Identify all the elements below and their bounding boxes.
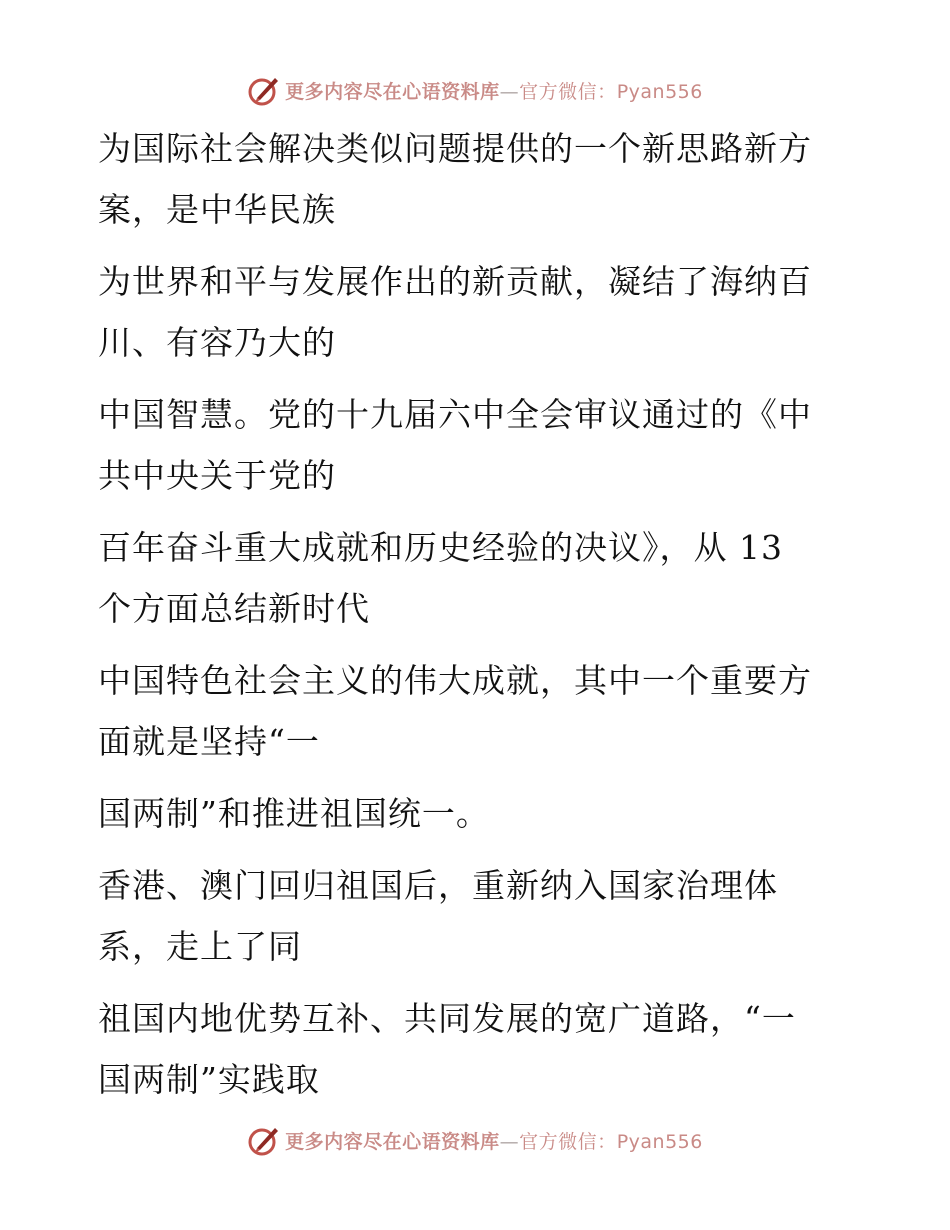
- watermark-separator: —: [499, 1130, 520, 1153]
- watermark-wechat-label: 官方微信：: [519, 1130, 617, 1153]
- quill-pen-circle-icon: [247, 73, 281, 107]
- paragraph-line: 百年奋斗重大成就和历史经验的决议》，从 13: [98, 528, 783, 567]
- paragraph: [98, 650, 838, 772]
- quill-pen-circle-icon: [247, 1123, 281, 1157]
- paragraph-line: 中国智慧。党的十九届六中全会审议通过的《中: [98, 395, 812, 434]
- watermark-wechat-id: Pyan556: [616, 80, 703, 103]
- paragraph-line: 面就是坚持“一: [98, 722, 320, 761]
- paragraph-line: 川、有容乃大的: [98, 323, 336, 362]
- paragraph: [98, 988, 838, 1110]
- paragraph-line: 共中央关于党的: [98, 456, 336, 495]
- document-body: [98, 118, 838, 1121]
- footer-watermark: [0, 1120, 950, 1160]
- watermark-separator: —: [499, 80, 520, 103]
- paragraph: [98, 783, 838, 844]
- watermark-wechat-label: 官方微信：: [519, 80, 617, 103]
- header-watermark: [0, 70, 950, 110]
- paragraph-line: 为国际社会解决类似问题提供的一个新思路新方: [98, 129, 812, 168]
- watermark-text: [285, 1127, 703, 1154]
- paragraph-line: 案，是中华民族: [98, 190, 336, 229]
- paragraph: [98, 855, 838, 977]
- paragraph-line: 香港、澳门回归祖国后，重新纳入国家治理体: [98, 866, 778, 905]
- paragraph-line: 系，走上了同: [98, 927, 302, 966]
- paragraph: [98, 384, 838, 506]
- paragraph: [98, 251, 838, 373]
- paragraph: [98, 517, 838, 639]
- watermark-brand: 更多内容尽在心语资料库: [285, 80, 500, 103]
- watermark-brand: 更多内容尽在心语资料库: [285, 1130, 500, 1153]
- paragraph-line: 国两制”实践取: [98, 1060, 320, 1099]
- paragraph-line: 个方面总结新时代: [98, 589, 370, 628]
- paragraph-line: 中国特色社会主义的伟大成就，其中一个重要方: [98, 661, 812, 700]
- paragraph-line: 为世界和平与发展作出的新贡献，凝结了海纳百: [98, 262, 812, 301]
- paragraph-line: 祖国内地优势互补、共同发展的宽广道路，“一: [98, 999, 796, 1038]
- paragraph-line: 国两制”和推进祖国统一。: [98, 794, 490, 833]
- paragraph: [98, 118, 838, 240]
- watermark-text: [285, 77, 703, 104]
- watermark-wechat-id: Pyan556: [616, 1130, 703, 1153]
